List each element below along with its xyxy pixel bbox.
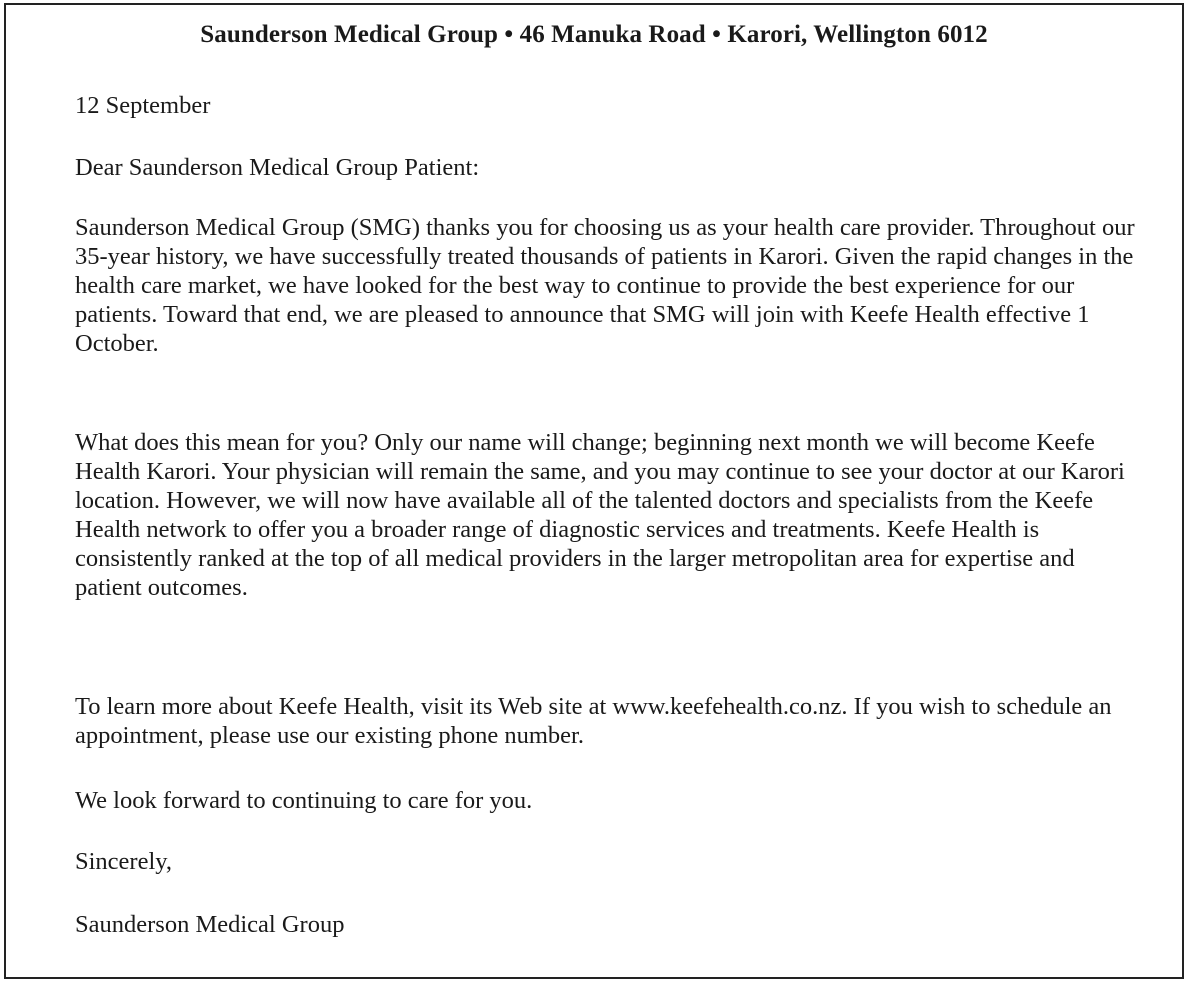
closing-line: We look forward to continuing to care for you. bbox=[75, 787, 533, 814]
salutation: Dear Saunderson Medical Group Patient: bbox=[75, 154, 480, 181]
paragraph-learn-more: To learn more about Keefe Health, visit its Web site at www.keefehealth.co.nz. If you wish to schedule an appointment, please use our existing phone number. bbox=[75, 693, 1112, 749]
letter-frame bbox=[4, 3, 1184, 979]
paragraph-announcement: Saunderson Medical Group (SMG) thanks you for choosing us as your health care provider. Throughout our 35-year history, we have successfully treated thousands of patients in Karori. Given the rapid changes in the health care market, we have looked for the best way to continue to provide the best experience for our patients. Toward that end, we are pleased to announce that SMG will join with Keefe Health effective 1 October. bbox=[75, 214, 1135, 357]
letter-date: 12 September bbox=[75, 92, 211, 119]
signature: Saunderson Medical Group bbox=[75, 911, 345, 938]
paragraph-what-it-means: What does this mean for you? Only our name will change; beginning next month we will become Keefe Health Karori. Your physician will remain the same, and you may continue to see your doctor at our Karori location. However, we will now have available all of the talented doctors and specialists from the Keefe Health network to offer you a broader range of diagnostic services and treatments. Keefe Health is consistently ranked at the top of all medical providers in the larger metropolitan area for expertise and patient outcomes. bbox=[75, 429, 1125, 601]
sign-off: Sincerely, bbox=[75, 848, 173, 875]
letterhead: Saunderson Medical Group • 46 Manuka Road • Karori, Wellington 6012 bbox=[200, 21, 988, 48]
